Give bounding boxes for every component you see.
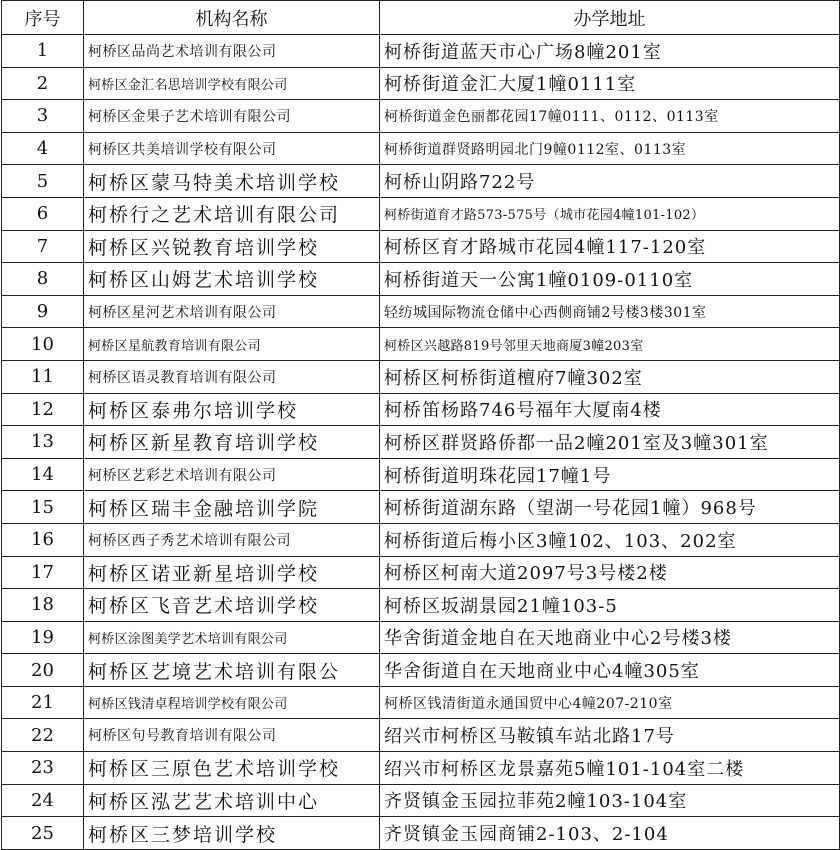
table-row: [2, 393, 840, 426]
row-seq: 7: [2, 230, 84, 263]
row-org: 柯桥区瑞丰金融培训学院: [84, 491, 380, 524]
row-org: 柯桥区兴锐教育培训学校: [84, 230, 380, 263]
row-org: 柯桥区诺亚新星培训学校: [84, 556, 380, 589]
table-row: [2, 752, 840, 785]
row-org: 柯桥区三原色艺术培训学校: [84, 752, 380, 785]
row-org: 柯桥区星航教育培训有限公司: [84, 328, 380, 361]
row-org: 柯桥区西子秀艺术培训有限公司: [84, 523, 380, 556]
table-row: [2, 589, 840, 622]
table-row: [2, 100, 840, 133]
row-addr: 绍兴市柯桥区龙景嘉苑5幢101-104室二楼: [380, 752, 840, 785]
table-row: [2, 817, 840, 850]
row-addr: 齐贤镇金玉园拉菲苑2幢103-104室: [380, 784, 840, 817]
row-addr: 华舍街道金地自在天地商业中心2号楼3楼: [380, 621, 840, 654]
row-addr: 柯桥街道后梅小区3幢102、103、202室: [380, 523, 840, 556]
row-seq: 20: [2, 654, 84, 687]
row-org: 柯桥区星河艺术培训有限公司: [84, 295, 380, 328]
table-row: [2, 67, 840, 100]
header-addr: 办学地址: [380, 1, 840, 35]
table-row: [2, 719, 840, 752]
table-row: [2, 328, 840, 361]
row-addr: 柯桥区坂湖景园21幢103-5: [380, 589, 840, 622]
row-seq: 4: [2, 132, 84, 165]
row-seq: 23: [2, 752, 84, 785]
row-addr: 柯桥街道金汇大厦1幢0111室: [380, 67, 840, 100]
row-org: 柯桥行之艺术培训有限公司: [84, 197, 380, 230]
row-addr: 轻纺城国际物流仓储中心西侧商铺2号楼3楼301室: [380, 295, 840, 328]
table-row: [2, 523, 840, 556]
row-seq: 18: [2, 589, 84, 622]
institution-table: [1, 0, 840, 850]
row-org: 柯桥区语灵教育培训有限公司: [84, 360, 380, 393]
table-row: [2, 621, 840, 654]
row-seq: 8: [2, 263, 84, 296]
row-org: 柯桥区山姆艺术培训学校: [84, 263, 380, 296]
table-row: [2, 263, 840, 296]
row-seq: 21: [2, 686, 84, 719]
table-row: [2, 556, 840, 589]
row-org: 柯桥区新星教育培训学校: [84, 426, 380, 459]
row-seq: 14: [2, 458, 84, 491]
row-org: 柯桥区钱清卓程培训学校有限公司: [84, 686, 380, 719]
table-row: [2, 360, 840, 393]
row-seq: 17: [2, 556, 84, 589]
row-addr: 柯桥山阴路722号: [380, 165, 840, 198]
row-org: 柯桥区三梦培训学校: [84, 817, 380, 850]
row-seq: 3: [2, 100, 84, 133]
table-row: [2, 197, 840, 230]
row-addr: 柯桥区育才路城市花园4幢117-120室: [380, 230, 840, 263]
row-org: 柯桥区句号教育培训有限公司: [84, 719, 380, 752]
row-seq: 15: [2, 491, 84, 524]
header-row: [2, 1, 840, 35]
row-org: 柯桥区飞音艺术培训学校: [84, 589, 380, 622]
row-addr: 柯桥区柯桥街道檀府7幢302室: [380, 360, 840, 393]
row-seq: 25: [2, 817, 84, 850]
row-org: 柯桥区涂图美学艺术培训有限公司: [84, 621, 380, 654]
row-org: 柯桥区艺境艺术培训有限公: [84, 654, 380, 687]
header-org: 机构名称: [84, 1, 380, 35]
row-seq: 1: [2, 35, 84, 68]
row-addr: 齐贤镇金玉园商铺2-103、2-104: [380, 817, 840, 850]
table-row: [2, 426, 840, 459]
row-addr: 柯桥街道湖东路（望湖一号花园1幢）968号: [380, 491, 840, 524]
table-row: [2, 165, 840, 198]
table-row: [2, 132, 840, 165]
table-row: [2, 295, 840, 328]
row-seq: 11: [2, 360, 84, 393]
row-addr: 柯桥街道蓝天市心广场8幢201室: [380, 35, 840, 68]
row-org: 柯桥区泓艺艺术培训中心: [84, 784, 380, 817]
table-row: [2, 458, 840, 491]
row-org: 柯桥区品尚艺术培训有限公司: [84, 35, 380, 68]
table-row: [2, 491, 840, 524]
row-org: 柯桥区金汇名思培训学校有限公司: [84, 67, 380, 100]
row-addr: 柯桥街道明珠花园17幢1号: [380, 458, 840, 491]
row-addr: 柯桥区钱清街道永通国贸中心4幢207-210室: [380, 686, 840, 719]
row-seq: 6: [2, 197, 84, 230]
row-seq: 12: [2, 393, 84, 426]
row-seq: 9: [2, 295, 84, 328]
row-seq: 19: [2, 621, 84, 654]
row-org: 柯桥区艺彩艺术培训有限公司: [84, 458, 380, 491]
row-org: 柯桥区蒙马特美术培训学校: [84, 165, 380, 198]
row-addr: 柯桥区兴越路819号邻里天地商厦3幢203室: [380, 328, 840, 361]
row-seq: 24: [2, 784, 84, 817]
row-org: 柯桥区泰弗尔培训学校: [84, 393, 380, 426]
row-addr: 绍兴市柯桥区马鞍镇车站北路17号: [380, 719, 840, 752]
row-addr: 柯桥区群贤路侨都一品2幢201室及3幢301室: [380, 426, 840, 459]
row-seq: 10: [2, 328, 84, 361]
row-seq: 2: [2, 67, 84, 100]
row-seq: 22: [2, 719, 84, 752]
row-addr: 柯桥笛杨路746号福年大厦南4楼: [380, 393, 840, 426]
row-addr: 柯桥区柯南大道2097号3号楼2楼: [380, 556, 840, 589]
row-seq: 5: [2, 165, 84, 198]
table-row: [2, 35, 840, 68]
table-row: [2, 230, 840, 263]
header-seq: 序号: [2, 1, 84, 35]
row-addr: 柯桥街道群贤路明园北门9幢0112室、0113室: [380, 132, 840, 165]
row-org: 柯桥区共美培训学校有限公司: [84, 132, 380, 165]
table-row: [2, 686, 840, 719]
table-row: [2, 654, 840, 687]
row-addr: 柯桥街道金色丽都花园17幢0111、0112、0113室: [380, 100, 840, 133]
row-addr: 柯桥街道育才路573-575号（城市花园4幢101-102）: [380, 197, 840, 230]
row-org: 柯桥区金果子艺术培训有限公司: [84, 100, 380, 133]
row-seq: 16: [2, 523, 84, 556]
row-addr: 华舍街道自在天地商业中心4幢305室: [380, 654, 840, 687]
table-row: [2, 784, 840, 817]
row-addr: 柯桥街道天一公寓1幢0109-0110室: [380, 263, 840, 296]
row-seq: 13: [2, 426, 84, 459]
